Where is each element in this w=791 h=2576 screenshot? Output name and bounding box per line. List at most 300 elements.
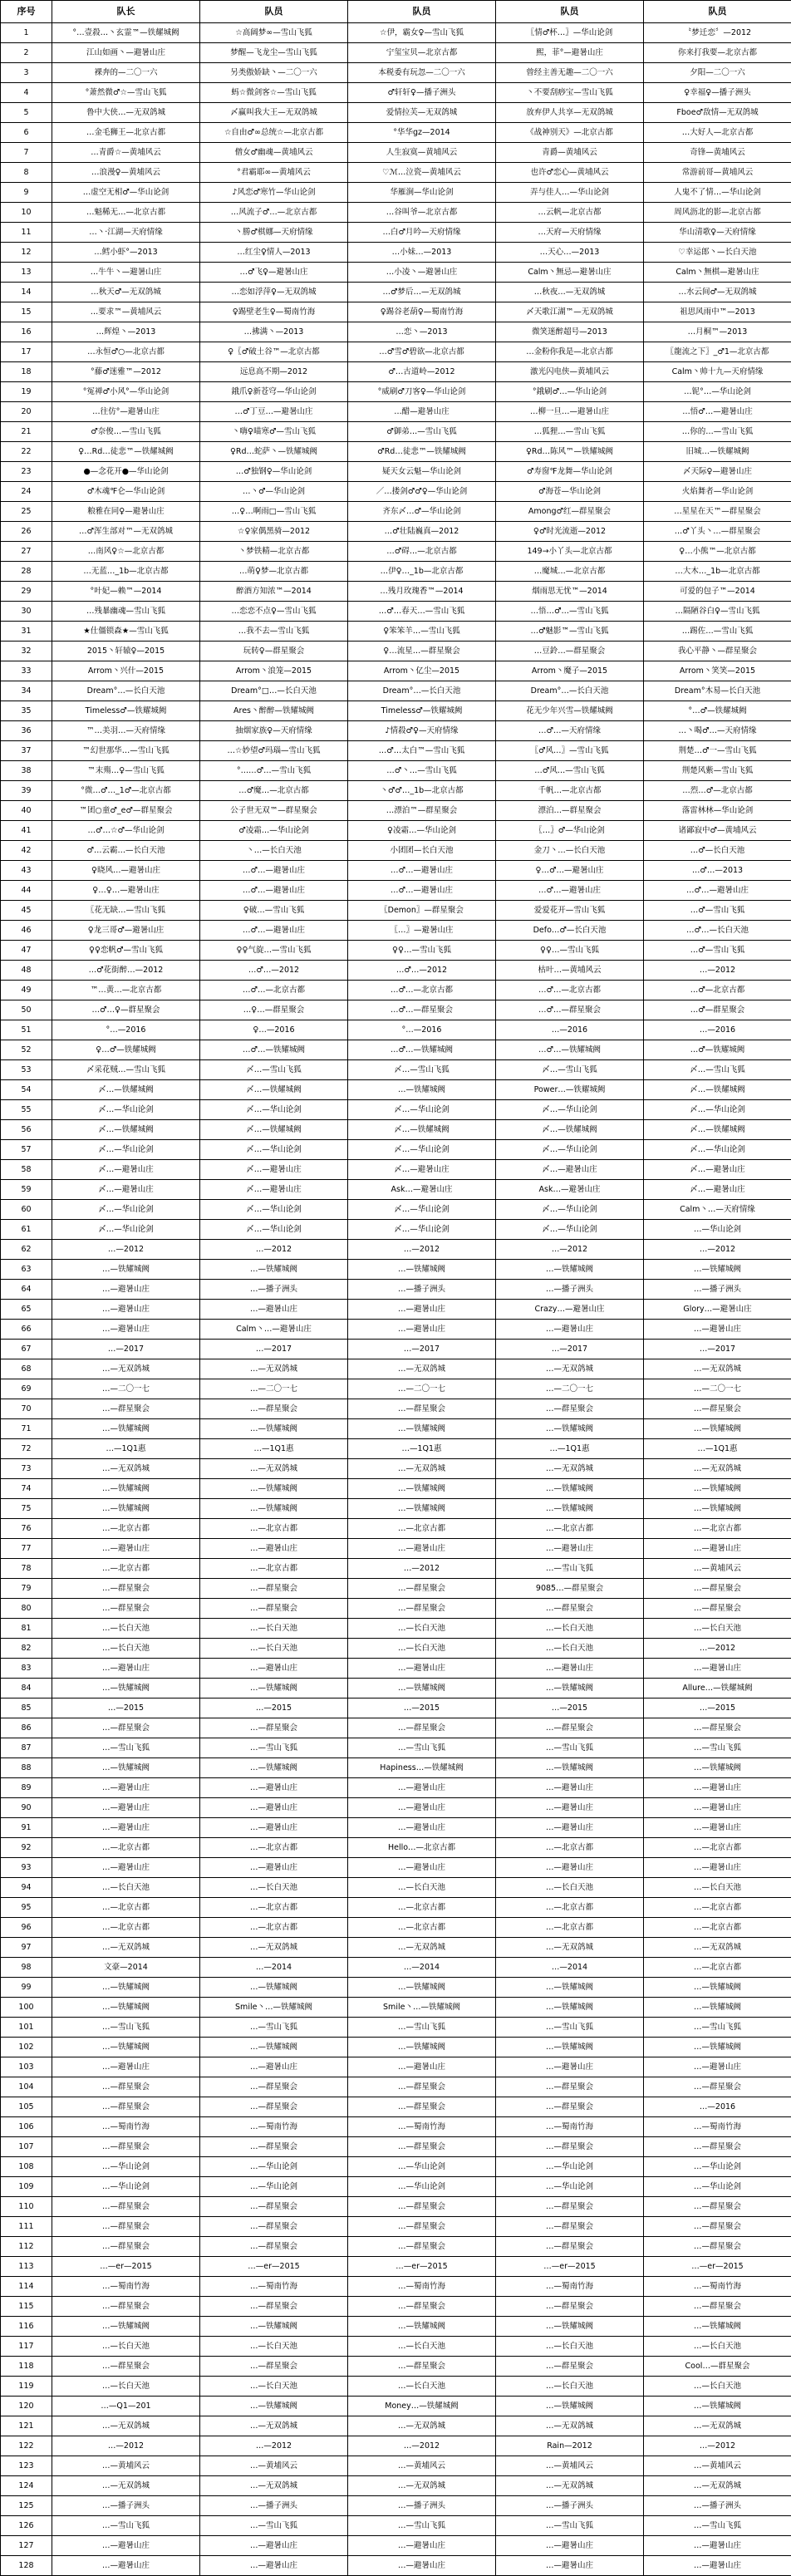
- member-cell: …♂…—避暑山庄: [200, 921, 348, 941]
- member-cell: …—北京古都: [496, 1898, 644, 1918]
- member-cell: …—雪山飞狐: [348, 2018, 496, 2038]
- member-cell: …—铁耀城阙: [200, 2038, 348, 2057]
- member-cell: ♀…—2016: [200, 1020, 348, 1040]
- member-cell: …—避暑山庄: [496, 2556, 644, 2576]
- member-cell: ♀笨笨羊…—雪山飞狐: [348, 622, 496, 642]
- member-cell: …♂…—避暑山庄: [200, 881, 348, 901]
- member-cell: 火焰舞者—华山论剑: [644, 482, 791, 502]
- member-cell: 9085…—群星聚会: [496, 1579, 644, 1599]
- member-cell: 丶…—长白天池: [200, 841, 348, 861]
- member-cell: …丶♂—华山论剑: [200, 482, 348, 502]
- table-row: [1, 2097, 791, 2117]
- table-row: [1, 1000, 791, 1020]
- member-cell: 鋨爪♀新苍穹—华山论剑: [200, 382, 348, 402]
- captain-cell: …—二〇一七: [52, 1379, 200, 1399]
- member-cell: …—2015: [200, 1698, 348, 1718]
- member-cell: …烈…♂—北京古都: [644, 781, 791, 801]
- member-cell: 〆…—雪山飞狐: [644, 1060, 791, 1080]
- row-index: 85: [1, 1698, 52, 1718]
- captain-cell: …—群星聚会: [52, 1399, 200, 1419]
- row-index: 109: [1, 2177, 52, 2197]
- member-cell: …♂…—北京古都: [200, 981, 348, 1000]
- member-cell: …月桐™—2013: [644, 322, 791, 342]
- member-cell: °华华gz—2014: [348, 123, 496, 143]
- row-index: 17: [1, 342, 52, 362]
- member-cell: …—群星聚会: [496, 2297, 644, 2317]
- member-cell: ♂轩轩♀—播子洲头: [348, 83, 496, 103]
- member-cell: …—避暑山庄: [644, 1798, 791, 1818]
- row-index: 29: [1, 582, 52, 602]
- member-cell: ♡ℳ…泣瓷—黄埔风云: [348, 163, 496, 183]
- captain-cell: …—避暑山庄: [52, 2536, 200, 2556]
- table-row: [1, 2177, 791, 2197]
- member-cell: 常游前哥—黄埔风云: [644, 163, 791, 183]
- table-row: [1, 861, 791, 881]
- member-cell: 也许♂恋心—黄埔风云: [496, 163, 644, 183]
- member-cell: …♂—雪山飞狐: [644, 901, 791, 921]
- member-cell: 〆天歌江湖™—无双鸽城: [496, 302, 644, 322]
- captain-cell: …—1Q1惠: [52, 1439, 200, 1459]
- table-row: [1, 961, 791, 981]
- member-cell: …—播子洲头: [348, 1280, 496, 1300]
- row-index: 89: [1, 1778, 52, 1798]
- member-cell: Smile丶…—铁耀城阙: [200, 1998, 348, 2018]
- member-cell: ☆自由♂∞总统☆—北京古都: [200, 123, 348, 143]
- table-row: [1, 1419, 791, 1439]
- member-cell: Money…—铁耀城阙: [348, 2397, 496, 2416]
- captain-cell: 粮雅在同♀—避暑山庄: [52, 502, 200, 522]
- captain-cell: °冤禅♂小风°—华山论剑: [52, 382, 200, 402]
- row-index: 25: [1, 502, 52, 522]
- row-index: 53: [1, 1060, 52, 1080]
- table-row: [1, 2476, 791, 2496]
- member-cell: …—群星聚会: [496, 2077, 644, 2097]
- member-cell: 人鬼不了情…—华山论剑: [644, 183, 791, 203]
- captain-cell: ♀…♂—铁耀城阙: [52, 1040, 200, 1060]
- row-index: 12: [1, 243, 52, 263]
- row-index: 118: [1, 2357, 52, 2377]
- member-cell: …—蜀南竹海: [200, 2277, 348, 2297]
- member-cell: 旧城…—铁耀城阙: [644, 442, 791, 462]
- row-index: 124: [1, 2476, 52, 2496]
- table-row: [1, 2357, 791, 2377]
- member-cell: …—2012: [644, 2436, 791, 2456]
- member-cell: …—华山论剑: [644, 2157, 791, 2177]
- member-cell: 蚂☆微剑客☆—雪山飞狐: [200, 83, 348, 103]
- table-row: [1, 721, 791, 741]
- member-cell: Dream°…—长白天池: [348, 681, 496, 701]
- member-cell: 〆…—避暑山庄: [200, 1160, 348, 1180]
- member-cell: …—群星聚会: [644, 1399, 791, 1419]
- member-cell: …—2015: [644, 1698, 791, 1718]
- member-cell: …—黄埔风云: [644, 2456, 791, 2476]
- member-cell: …—黄埔风云: [200, 2456, 348, 2476]
- member-cell: …—2012: [200, 1240, 348, 1260]
- member-cell: …魔城…—北京古都: [496, 562, 644, 582]
- member-cell: …—无双鸽城: [644, 2476, 791, 2496]
- table-row: [1, 1359, 791, 1379]
- member-cell: …—无双鸽城: [348, 2476, 496, 2496]
- member-cell: …—无双鸽城: [348, 1359, 496, 1379]
- captain-cell: °…壹殺…丶玄霊™—铁耀城阙: [52, 23, 200, 43]
- member-cell: 放弃伊人共享—无双鸽城: [496, 103, 644, 123]
- captain-cell: °萧然微♂☆—雪山飞狐: [52, 83, 200, 103]
- member-cell: °……♂…—雪山飞狐: [200, 761, 348, 781]
- member-cell: …云帆—北京古都: [496, 203, 644, 223]
- row-index: 74: [1, 1479, 52, 1499]
- row-index: 88: [1, 1758, 52, 1778]
- member-cell: …—2017: [200, 1340, 348, 1359]
- member-cell: …柳一旦…—避暑山庄: [496, 402, 644, 422]
- member-cell: …—铁耀城阙: [200, 1679, 348, 1698]
- member-cell: ♂凌霜…—华山论剑: [200, 821, 348, 841]
- row-index: 31: [1, 622, 52, 642]
- table-row: [1, 1020, 791, 1040]
- row-index: 7: [1, 143, 52, 163]
- member-cell: Arrom丶笑笑—2015: [644, 661, 791, 681]
- member-cell: …♂—铁耀城阙: [644, 1040, 791, 1060]
- member-cell: …小妹…—2013: [348, 243, 496, 263]
- captain-cell: …—群星聚会: [52, 1599, 200, 1619]
- member-cell: …悟♂…—避暑山庄: [644, 402, 791, 422]
- member-cell: …—雪山飞狐: [496, 2516, 644, 2536]
- member-cell: 花无少年兴雪—铁耀城阙: [496, 701, 644, 721]
- member-cell: …—铁耀城阙: [348, 2317, 496, 2337]
- member-cell: …大好人—北京古都: [644, 123, 791, 143]
- member-cell: …—铁耀城阙: [644, 2317, 791, 2337]
- table-row: [1, 1140, 791, 1160]
- member-cell: 诸鄙寂中♂—黄埔风云: [644, 821, 791, 841]
- member-cell: …—长白天池: [200, 1639, 348, 1659]
- captain-cell: ●—念花开●—华山论剑: [52, 462, 200, 482]
- captain-cell: …—铁耀城阙: [52, 1758, 200, 1778]
- row-index: 26: [1, 522, 52, 542]
- member-cell: …—铁耀城阙: [644, 1998, 791, 2018]
- captain-cell: …—避暑山庄: [52, 1300, 200, 1320]
- member-cell: …—群星聚会: [644, 2297, 791, 2317]
- header-member-3: 队员: [496, 1, 644, 23]
- row-index: 34: [1, 681, 52, 701]
- table-row: [1, 1958, 791, 1978]
- captain-cell: ♀晓风…—避暑山庄: [52, 861, 200, 881]
- captain-cell: …残暴幽魂—雪山飞狐: [52, 602, 200, 622]
- captain-cell: …—华山论剑: [52, 2177, 200, 2197]
- table-row: [1, 841, 791, 861]
- member-cell: …♂—北京古都: [644, 981, 791, 1000]
- member-cell: ♀♀…—雪山飞狐: [496, 941, 644, 961]
- row-index: 77: [1, 1539, 52, 1559]
- row-index: 57: [1, 1140, 52, 1160]
- table-row: [1, 1280, 791, 1300]
- row-index: 30: [1, 602, 52, 622]
- member-cell: …—蜀南竹海: [496, 2277, 644, 2297]
- table-row: [1, 901, 791, 921]
- member-cell: 《战神别天》—北京古都: [496, 123, 644, 143]
- table-row: [1, 1200, 791, 1220]
- table-row: [1, 442, 791, 462]
- table-row: [1, 2197, 791, 2217]
- captain-cell: …—无双鸽城: [52, 2476, 200, 2496]
- member-cell: …♀…啊雨□—雪山飞狐: [200, 502, 348, 522]
- member-cell: …—避暑山庄: [348, 1300, 496, 1320]
- member-cell: …—群星聚会: [348, 1599, 496, 1619]
- table-row: [1, 522, 791, 542]
- member-cell: …—无双鸽城: [644, 1938, 791, 1958]
- row-index: 97: [1, 1938, 52, 1958]
- member-cell: …悟…♂…—雪山飞狐: [496, 602, 644, 622]
- captain-cell: ♀…♀…—避暑山庄: [52, 881, 200, 901]
- captain-cell: …浪漫♀—黄埔风云: [52, 163, 200, 183]
- member-cell: …—群星聚会: [496, 2237, 644, 2257]
- member-cell: …—1Q1惠: [200, 1439, 348, 1459]
- row-index: 56: [1, 1120, 52, 1140]
- member-cell: 〆…—华山论剑: [644, 1140, 791, 1160]
- member-cell: …—群星聚会: [644, 2077, 791, 2097]
- row-index: 43: [1, 861, 52, 881]
- row-index: 83: [1, 1659, 52, 1679]
- member-cell: …—长白天池: [348, 1878, 496, 1898]
- member-cell: …♀…—群星聚会: [200, 1000, 348, 1020]
- member-cell: …—铁耀城阙: [348, 1679, 496, 1698]
- member-cell: 爱情拉芙—无双鸽城: [348, 103, 496, 123]
- member-cell: …—蜀南竹海: [496, 2117, 644, 2137]
- member-cell: …—群星聚会: [348, 2097, 496, 2117]
- member-cell: 〆…—雪山飞狐: [348, 1060, 496, 1080]
- captain-cell: …—北京古都: [52, 1838, 200, 1858]
- member-cell: …—二〇一七: [644, 1379, 791, 1399]
- member-cell: Timeless♂—铁耀城阙: [348, 701, 496, 721]
- member-cell: …—播子洲头: [496, 1280, 644, 1300]
- member-cell: …—长白天池: [348, 1619, 496, 1639]
- member-cell: …—避暑山庄: [348, 1659, 496, 1679]
- table-row: [1, 2117, 791, 2137]
- member-cell: Fboe♂敌情—无双鸽城: [644, 103, 791, 123]
- member-cell: ♀踢谷老葫♀—蜀南竹海: [348, 302, 496, 322]
- member-cell: ♀Rd…蛇萨丶—铁耀城阙: [200, 442, 348, 462]
- table-row: [1, 1599, 791, 1619]
- captain-cell: 〖花无缺…—雪山飞狐: [52, 901, 200, 921]
- member-cell: 〖…〗♂—华山论剑: [496, 821, 644, 841]
- row-index: 79: [1, 1579, 52, 1599]
- member-cell: …—群星聚会: [348, 2137, 496, 2157]
- member-cell: …—北京古都: [644, 1838, 791, 1858]
- member-cell: 僧女♂幽魂—黄埔风云: [200, 143, 348, 163]
- row-index: 3: [1, 63, 52, 83]
- member-cell: …—北京古都: [348, 1918, 496, 1938]
- row-index: 66: [1, 1320, 52, 1340]
- table-row: [1, 382, 791, 402]
- member-cell: …—避暑山庄: [496, 1818, 644, 1838]
- table-row: [1, 63, 791, 83]
- member-cell: Arrom丶亿尘—2015: [348, 661, 496, 681]
- member-cell: 疑天女云魁—华山论剑: [348, 462, 496, 482]
- table-row: [1, 661, 791, 681]
- member-cell: …—无双鸽城: [496, 1359, 644, 1379]
- member-cell: …—避暑山庄: [496, 1778, 644, 1798]
- captain-cell: Dream°…—长白天池: [52, 681, 200, 701]
- member-cell: 周风沥北的影—北京古都: [644, 203, 791, 223]
- table-row: [1, 283, 791, 302]
- table-row: [1, 1459, 791, 1479]
- member-cell: …—铁耀城阙: [348, 2038, 496, 2057]
- member-cell: …—群星聚会: [496, 2197, 644, 2217]
- member-cell: 〆…—华山论剑: [496, 1100, 644, 1120]
- member-cell: …—播子洲头: [348, 2496, 496, 2516]
- member-cell: …—2016: [644, 1020, 791, 1040]
- member-cell: Allure…—铁耀城阙: [644, 1679, 791, 1698]
- member-cell: …—长白天池: [644, 2337, 791, 2357]
- header-member-1: 队员: [200, 1, 348, 23]
- table-row: [1, 562, 791, 582]
- member-cell: …—2012: [200, 2436, 348, 2456]
- captain-cell: …—避暑山庄: [52, 1818, 200, 1838]
- member-cell: …—群星聚会: [496, 1718, 644, 1738]
- table-row: [1, 1300, 791, 1320]
- row-index: 2: [1, 43, 52, 63]
- member-cell: …—无双鸽城: [496, 2476, 644, 2496]
- member-cell: …—雪山飞狐: [348, 1738, 496, 1758]
- member-cell: ♀…流星…—群星聚会: [348, 642, 496, 661]
- member-cell: 弄与佳人…—华山论剑: [496, 183, 644, 203]
- member-cell: …♂—群星聚会: [644, 1000, 791, 1020]
- table-row: [1, 1320, 791, 1340]
- row-index: 106: [1, 2117, 52, 2137]
- captain-cell: …—蜀南竹海: [52, 2117, 200, 2137]
- member-cell: …—群星聚会: [644, 1718, 791, 1738]
- member-cell: …♂丫头丶…—群星聚会: [644, 522, 791, 542]
- member-cell: Calm丶…—避暑山庄: [200, 1320, 348, 1340]
- row-index: 72: [1, 1439, 52, 1459]
- table-row: [1, 1718, 791, 1738]
- member-cell: …♂魔…—北京古都: [200, 781, 348, 801]
- member-cell: …—铁耀城阙: [348, 1978, 496, 1998]
- member-cell: …—铁耀城阙: [496, 1499, 644, 1519]
- member-cell: …—长白天池: [496, 1639, 644, 1659]
- table-row: [1, 1379, 791, 1399]
- captain-cell: …—2015: [52, 1698, 200, 1718]
- row-index: 128: [1, 2556, 52, 2576]
- row-index: 24: [1, 482, 52, 502]
- member-cell: …小凌丶—避暑山庄: [348, 263, 496, 283]
- member-cell: …—er—2015: [644, 2257, 791, 2277]
- captain-cell: ♂木魂℉仑—华山论剑: [52, 482, 200, 502]
- member-cell: …—铁耀城阙: [348, 1080, 496, 1100]
- captain-cell: …南风♀☆—北京古都: [52, 542, 200, 562]
- member-cell: …—铁耀城阙: [496, 1479, 644, 1499]
- table-row: [1, 881, 791, 901]
- member-cell: …—2017: [348, 1340, 496, 1359]
- member-cell: …—群星聚会: [496, 2097, 644, 2117]
- captain-cell: ™…美羽…—天府情缘: [52, 721, 200, 741]
- member-cell: …—北京古都: [496, 1918, 644, 1938]
- table-row: [1, 2317, 791, 2337]
- member-cell: …—铁耀城阙: [200, 2317, 348, 2337]
- table-row: [1, 1619, 791, 1639]
- member-cell: …—二〇一七: [496, 1379, 644, 1399]
- member-cell: 〆…—雪山飞狐: [496, 1060, 644, 1080]
- member-cell: 远息高不期—2012: [200, 362, 348, 382]
- table-row: [1, 2377, 791, 2397]
- member-cell: …—华山论剑: [644, 2177, 791, 2197]
- row-index: 114: [1, 2277, 52, 2297]
- member-cell: 〖龍流之下〗_♂1—北京古都: [644, 342, 791, 362]
- captain-cell: …—避暑山庄: [52, 1858, 200, 1878]
- member-cell: …—避暑山庄: [644, 1818, 791, 1838]
- member-cell: ♂寿窗℉龙舞—华山论剑: [496, 462, 644, 482]
- table-row: [1, 2556, 791, 2576]
- captain-cell: ™幻世那华…—雪山飞狐: [52, 741, 200, 761]
- captain-cell: …—播子洲头: [52, 2496, 200, 2516]
- member-cell: …我不去—雪山飞狐: [200, 622, 348, 642]
- member-cell: 丶♂♂…_1b—北京古都: [348, 781, 496, 801]
- member-cell: …谷叫爷—北京古都: [348, 203, 496, 223]
- member-cell: …—铁耀城阙: [200, 1978, 348, 1998]
- row-index: 99: [1, 1978, 52, 1998]
- member-cell: 〖…〗—避暑山庄: [348, 921, 496, 941]
- table-row: [1, 781, 791, 801]
- member-cell: …—铁耀城阙: [200, 2397, 348, 2416]
- row-index: 61: [1, 1220, 52, 1240]
- member-cell: 曾经主善无趣—二〇一六: [496, 63, 644, 83]
- captain-cell: ™团○童♂_e♂—群星聚会: [52, 801, 200, 821]
- row-index: 91: [1, 1818, 52, 1838]
- member-cell: …—群星聚会: [200, 2237, 348, 2257]
- table-row: [1, 402, 791, 422]
- table-row: [1, 1818, 791, 1838]
- member-cell: …—群星聚会: [200, 1599, 348, 1619]
- table-row: [1, 223, 791, 243]
- member-cell: …—播子洲头: [644, 2496, 791, 2516]
- member-cell: …—无双鸽城: [644, 2416, 791, 2436]
- table-row: [1, 2337, 791, 2357]
- member-cell: …—群星聚会: [496, 2137, 644, 2157]
- member-cell: …—雪山飞狐: [200, 1738, 348, 1758]
- member-cell: …—长白天池: [200, 1619, 348, 1639]
- row-index: 10: [1, 203, 52, 223]
- captain-cell: ♀…Rd…徒悲™—铁耀城阙: [52, 442, 200, 462]
- member-cell: …—雪山飞狐: [496, 1738, 644, 1758]
- row-index: 21: [1, 422, 52, 442]
- member-cell: …踢佐…—雪山飞狐: [644, 622, 791, 642]
- member-cell: …—北京古都: [348, 1898, 496, 1918]
- member-cell: 爱爱花开—雪山飞狐: [496, 901, 644, 921]
- row-index: 33: [1, 661, 52, 681]
- member-cell: …—华山论剑: [496, 2157, 644, 2177]
- row-index: 58: [1, 1160, 52, 1180]
- member-cell: …—北京古都: [496, 1838, 644, 1858]
- member-cell: …—1Q1惠: [496, 1439, 644, 1459]
- member-cell: °威刷♂刀客♀—华山论剑: [348, 382, 496, 402]
- captain-cell: …♂花街醉…—2012: [52, 961, 200, 981]
- member-cell: …—华山论剑: [348, 2177, 496, 2197]
- member-cell: 华雁涧—华山论剑: [348, 183, 496, 203]
- table-row: [1, 2077, 791, 2097]
- member-cell: …—北京古都: [644, 1898, 791, 1918]
- captain-cell: …—避暑山庄: [52, 2556, 200, 2576]
- member-cell: 〆…—华山论剑: [496, 1220, 644, 1240]
- captain-cell: …—无双鸽城: [52, 2416, 200, 2436]
- member-cell: …—群星聚会: [644, 2217, 791, 2237]
- member-cell: 青爵—黄埔风云: [496, 143, 644, 163]
- member-cell: …♂…—群星聚会: [496, 1000, 644, 1020]
- row-index: 111: [1, 2217, 52, 2237]
- row-index: 113: [1, 2257, 52, 2277]
- table-row: [1, 741, 791, 761]
- captain-cell: ♀♀恋帆♂—雪山飞狐: [52, 941, 200, 961]
- row-index: 65: [1, 1300, 52, 1320]
- member-cell: …♂…—铁耀城阙: [496, 1040, 644, 1060]
- row-index: 9: [1, 183, 52, 203]
